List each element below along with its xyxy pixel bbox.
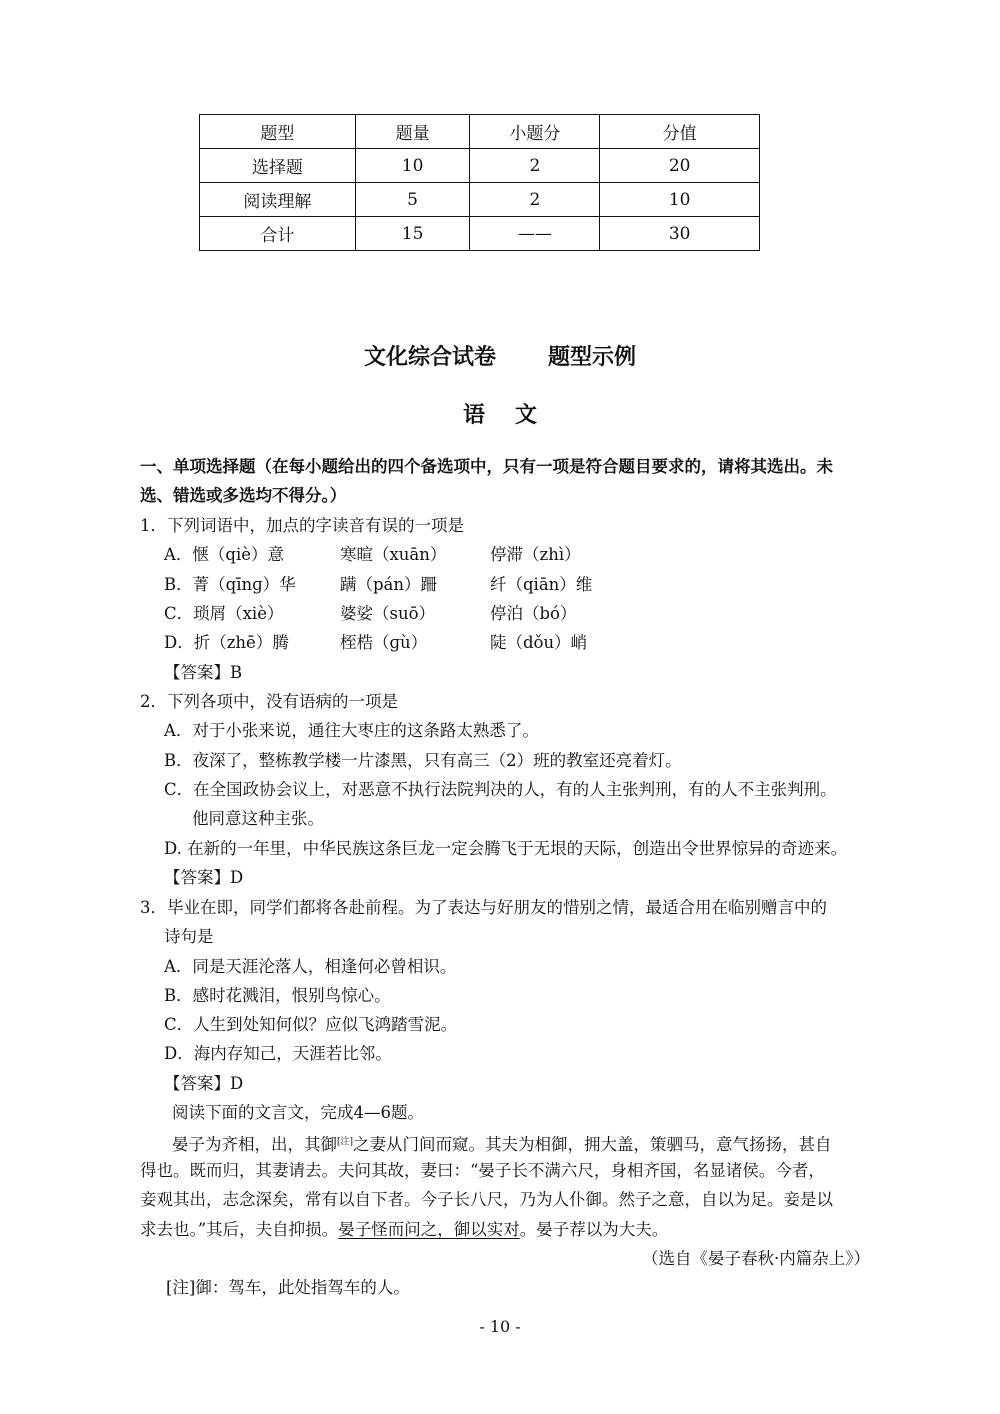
table-cell: 选择题	[200, 149, 356, 183]
underlined-sentence: 晏子怪而问之，御以实对	[338, 1220, 520, 1239]
table-header-cell: 题型	[200, 115, 356, 149]
passage-text: 求去也。”其后，夫自抑损。	[140, 1220, 339, 1239]
table-cell: 10	[355, 149, 470, 183]
option-item: B．夜深了，整栋教学楼一片漆黑，只有高三（2）班的教室还亮着灯。	[164, 751, 682, 770]
table-cell: 合计	[200, 217, 356, 251]
option-item: B．感时花溅泪，恨别鸟惊心。	[164, 986, 391, 1005]
option-item: C．人生到处知何似？应似飞鸿踏雪泥。	[164, 1015, 458, 1034]
question-stem: 2．下列各项中，没有语病的一项是	[140, 692, 398, 711]
option-item: D．折（zhē）腾	[164, 633, 289, 652]
page-title-left: 文化综合试卷	[363, 345, 496, 370]
section-header: 一、单项选择题（在每小题给出的四个备选项中，只有一项是符合题目要求的，请将其选出。未	[140, 457, 833, 476]
option-item: 停滞（zhì）	[490, 545, 581, 564]
page-number: - 10 -	[479, 1317, 521, 1336]
table-row	[200, 183, 760, 217]
reading-intro: 阅读下面的文言文，完成4—6题。	[172, 1103, 424, 1122]
table-header-cell: 小题分	[470, 115, 600, 149]
table-header-cell: 分值	[600, 115, 760, 149]
passage-source: （选自《晏子春秋·内篇杂上》）	[642, 1249, 870, 1268]
page-title-right: 题型示例	[548, 345, 637, 370]
option-item-cont: 他同意这种主张。	[192, 809, 324, 828]
table-row	[200, 149, 760, 183]
section-header-cont: 选、错选或多选均不得分。）	[140, 486, 347, 505]
table-cell: 20	[600, 149, 760, 183]
option-item: C．琐屑（xiè）	[164, 604, 284, 623]
option-item: 陡（dǒu）峭	[490, 633, 588, 652]
passage-text: 之妻从门间而窥。其夫为相御，拥大盖，策驷马，意气扬扬，甚自	[353, 1135, 832, 1154]
footnote: [注]御：驾车，此处指驾车的人。	[166, 1278, 410, 1297]
passage-text: 晏子为齐相，出，其御	[172, 1135, 337, 1154]
option-item: 婆娑（suō）	[340, 604, 436, 623]
answer-line: 【答案】B	[164, 663, 243, 682]
option-item: D. 在新的一年里，中华民族这条巨龙一定会腾飞于无垠的天际，创造出令世界惊异的奇迹来。	[164, 839, 848, 858]
option-item: 纤（qiān）维	[490, 575, 593, 594]
table-cell: 阅读理解	[200, 183, 356, 217]
table-cell: 5	[355, 183, 470, 217]
table-cell: 15	[355, 217, 470, 251]
passage-line	[140, 1219, 668, 1241]
table-cell: 2	[470, 149, 600, 183]
score-table	[199, 114, 760, 251]
question-stem-cont: 诗句是	[164, 927, 214, 946]
option-item: 停泊（bó）	[490, 604, 577, 623]
table-cell: 30	[600, 217, 760, 251]
table-header-cell: 题量	[355, 115, 470, 149]
answer-line: 【答案】D	[164, 1074, 244, 1093]
table-cell: ——	[470, 217, 600, 251]
passage-line: 妾观其出，志念深矣，常有以自下者。今子长八尺，乃为人仆御。然子之意，自以为足。妾是以	[140, 1190, 833, 1209]
answer-line: 【答案】D	[164, 868, 244, 887]
option-item: 桎梏（ɡù）	[340, 633, 428, 652]
table-cell: 2	[470, 183, 600, 217]
option-item: C．在全国政协会议上，对恶意不执行法院判决的人，有的人主张判刑，有的人不主张判刑。	[164, 780, 837, 799]
option-item: A．同是天涯沦落人，相逢何必曾相识。	[164, 957, 457, 976]
table-header-row	[200, 115, 760, 149]
question-stem: 3．毕业在即，同学们都将各赴前程。为了表达与好朋友的惜别之情，最适合用在临别赠言中的	[140, 898, 827, 917]
footnote-mark: [注]	[337, 1137, 354, 1147]
option-item: A．惬（qiè）意	[164, 545, 285, 564]
table-row	[200, 217, 760, 251]
option-item: D．海内存知己，天涯若比邻。	[164, 1044, 392, 1063]
page-title	[0, 340, 1000, 371]
option-item: B．菁（qīnɡ）华	[164, 575, 296, 594]
passage-line	[172, 1131, 832, 1156]
passage-text: 。晏子荐以为大夫。	[519, 1220, 669, 1239]
passage-line: 得也。既而归，其妻请去。夫问其故，妻曰：“晏子长不满六尺，身相齐国，名显诸侯。今者，	[140, 1161, 825, 1180]
question-stem: 1．下列词语中，加点的字读音有误的一项是	[140, 516, 464, 535]
subject-title: 语文	[462, 403, 567, 428]
option-item: A．对于小张来说，通往大枣庄的这条路太熟悉了。	[164, 721, 539, 740]
table-cell: 10	[600, 183, 760, 217]
option-item: 寒暄（xuān）	[340, 545, 447, 564]
option-item: 蹒（pán）跚	[340, 575, 438, 594]
